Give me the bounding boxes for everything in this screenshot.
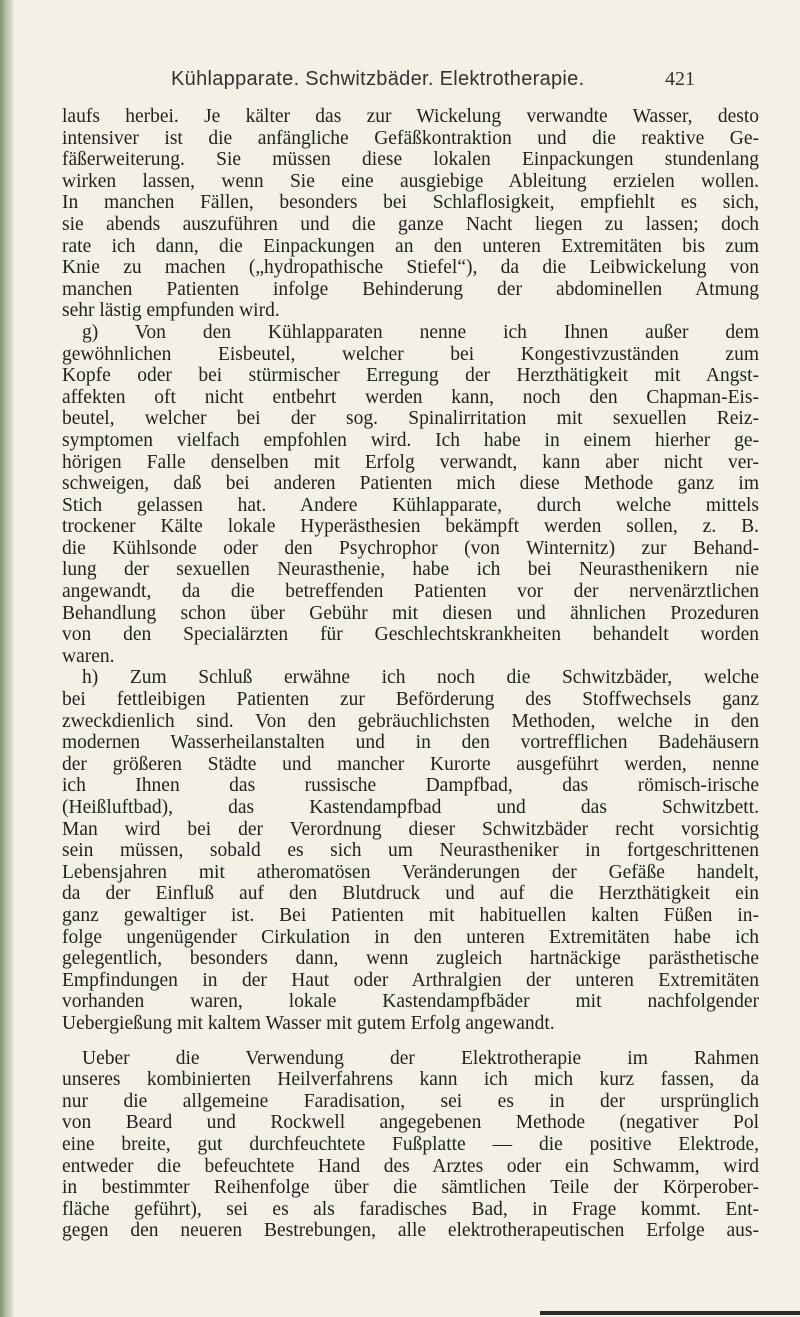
text-line: angewandt, da die betreffenden Patienten vor der nervenärztlichen	[62, 581, 759, 603]
text-line: von den Specialärzten für Geschlechtskrankheiten behandelt worden	[62, 624, 759, 646]
bottom-rule	[540, 1311, 800, 1315]
text-line: nur die allgemeine Faradisation, sei es in der ursprünglich	[62, 1090, 759, 1112]
text-line: trockener Kälte lokale Hyperästhesien bekämpft werden sollen, z. B.	[62, 516, 759, 538]
text-line: symptomen vielfach empfohlen wird. Ich habe in einem hierher ge-	[62, 429, 759, 451]
text-line: fläche geführt), sei es als faradisches Bad, in Frage kommt. Ent-	[62, 1198, 759, 1220]
text-line: schweigen, daß bei anderen Patienten mich diese Methode ganz im	[62, 473, 759, 495]
text-line: Man wird bei der Verordnung dieser Schwitzbäder recht vorsichtig	[62, 818, 759, 840]
text-line: ganz gewaltiger ist. Bei Patienten mit habituellen kalten Füßen in-	[62, 904, 759, 926]
text-line: gelegentlich, besonders dann, wenn zugleich hartnäckige parästhetische	[62, 948, 759, 970]
paragraph-2	[62, 322, 759, 668]
text-line: Uebergießung mit kaltem Wasser mit gutem Erfolg angewandt.	[62, 1012, 555, 1034]
text-line: modernen Wasserheilanstalten und in den vortrefflichen Badehäusern	[62, 732, 759, 754]
text-line: da der Einfluß auf den Blutdruck und auf die Herzthätigkeit ein	[62, 883, 759, 905]
text-line: lung der sexuellen Neurasthenie, habe ich bei Neurasthenikern nie	[62, 559, 759, 581]
text-line: gegen den neueren Bestrebungen, alle elektrotherapeutischen Erfolge aus-	[62, 1220, 759, 1242]
text-line: Behandlung schon über Gebühr mit diesen und ähnlichen Prozeduren	[62, 602, 759, 624]
running-head: Kühlapparate. Schwitzbäder. Elektrotherapie.	[171, 68, 585, 90]
text-line: von Beard und Rockwell angegebenen Methode (negativer Pol	[62, 1112, 759, 1134]
text-line: hörigen Falle denselben mit Erfolg verwandt, kann aber nicht ver-	[62, 451, 759, 473]
text-line: bei fettleibigen Patienten zur Beförderung des Stoffwechsels ganz	[62, 689, 759, 711]
text-line: Ueber die Verwendung der Elektrotherapie im Rahmen	[82, 1047, 759, 1069]
paragraph-1	[62, 106, 759, 322]
text-line: fäßerweiterung. Sie müssen diese lokalen Einpackungen stundenlang	[62, 149, 759, 171]
text-line: waren.	[62, 645, 115, 667]
text-line: Empfindungen in der Haut oder Arthralgien der unteren Extremitäten	[62, 969, 759, 991]
text-line: rate ich dann, die Einpackungen an den unteren Extremitäten bis zum	[62, 235, 759, 257]
text-line: Stich gelassen hat. Andere Kühlapparate, durch welche mittels	[62, 494, 759, 516]
text-line: In manchen Fällen, besonders bei Schlaflosigkeit, empfiehlt es sich,	[62, 192, 759, 214]
section-gap	[62, 1035, 759, 1048]
text-line: ich Ihnen das russische Dampfbad, das römisch-irische	[62, 775, 759, 797]
text-line: affekten oft nicht entbehrt werden kann, noch den Chapman-Eis-	[62, 386, 759, 408]
text-line: zweckdienlich sind. Von den gebräuchlichsten Methoden, welche in den	[62, 710, 759, 732]
page-number: 421	[665, 68, 695, 90]
text-line: eine breite, gut durchfeuchtete Fußplatte — die positive Elektrode,	[62, 1133, 759, 1155]
text-line: sehr lästig empfunden wird.	[62, 300, 280, 322]
text-line: gewöhnlichen Eisbeutel, welcher bei Kongestivzuständen zum	[62, 343, 759, 365]
text-line: sie abends auszuführen und die ganze Nacht liegen zu lassen; doch	[62, 213, 759, 235]
text-line: vorhanden waren, lokale Kastendampfbäder mit nachfolgender	[62, 991, 759, 1013]
text-line: beutel, welcher bei der sog. Spinalirritation mit sexuellen Reiz-	[62, 408, 759, 430]
text-line: h) Zum Schluß erwähne ich noch die Schwitzbäder, welche	[82, 667, 759, 689]
text-line: intensiver ist die anfängliche Gefäßkontraktion und die reaktive Ge-	[62, 127, 759, 149]
paragraph-3	[62, 667, 759, 1034]
body-text	[62, 106, 759, 1242]
text-line: der größeren Städte und mancher Kurorte ausgeführt werden, nenne	[62, 753, 759, 775]
text-line: laufs herbei. Je kälter das zur Wickelung verwandte Wasser, desto	[62, 106, 759, 127]
text-line: sein müssen, sobald es sich um Neurastheniker in fortgeschrittenen	[62, 840, 759, 862]
page-binding-shadow	[0, 0, 14, 1317]
text-line: Kopfe oder bei stürmischer Erregung der Herzthätigkeit mit Angst-	[62, 365, 759, 387]
text-line: folge ungenügender Cirkulation in den unteren Extremitäten habe ich	[62, 926, 759, 948]
text-line: manchen Patienten infolge Behinderung der abdominellen Atmung	[62, 278, 759, 300]
text-line: Lebensjahren mit atheromatösen Veränderungen der Gefäße handelt,	[62, 861, 759, 883]
text-line: unseres kombinierten Heilverfahrens kann ich mich kurz fassen, da	[62, 1069, 759, 1091]
text-line: die Kühlsonde oder den Psychrophor (von Winternitz) zur Behand-	[62, 537, 759, 559]
page-header	[0, 68, 800, 100]
text-line: (Heißluftbad), das Kastendampfbad und das Schwitzbett.	[62, 797, 759, 818]
text-line: Knie zu machen („hydropathische Stiefel“), da die Leibwickelung von	[62, 257, 759, 279]
text-line: entweder die befeuchtete Hand des Arztes oder ein Schwamm, wird	[62, 1155, 759, 1177]
text-line: in bestimmter Reihenfolge über die sämtlichen Teile der Körperober-	[62, 1177, 759, 1199]
text-line: g) Von den Kühlapparaten nenne ich Ihnen außer dem	[82, 321, 759, 343]
paragraph-4	[62, 1048, 759, 1242]
text-line: wirken lassen, wenn Sie eine ausgiebige Ableitung erzielen wollen.	[62, 170, 759, 192]
